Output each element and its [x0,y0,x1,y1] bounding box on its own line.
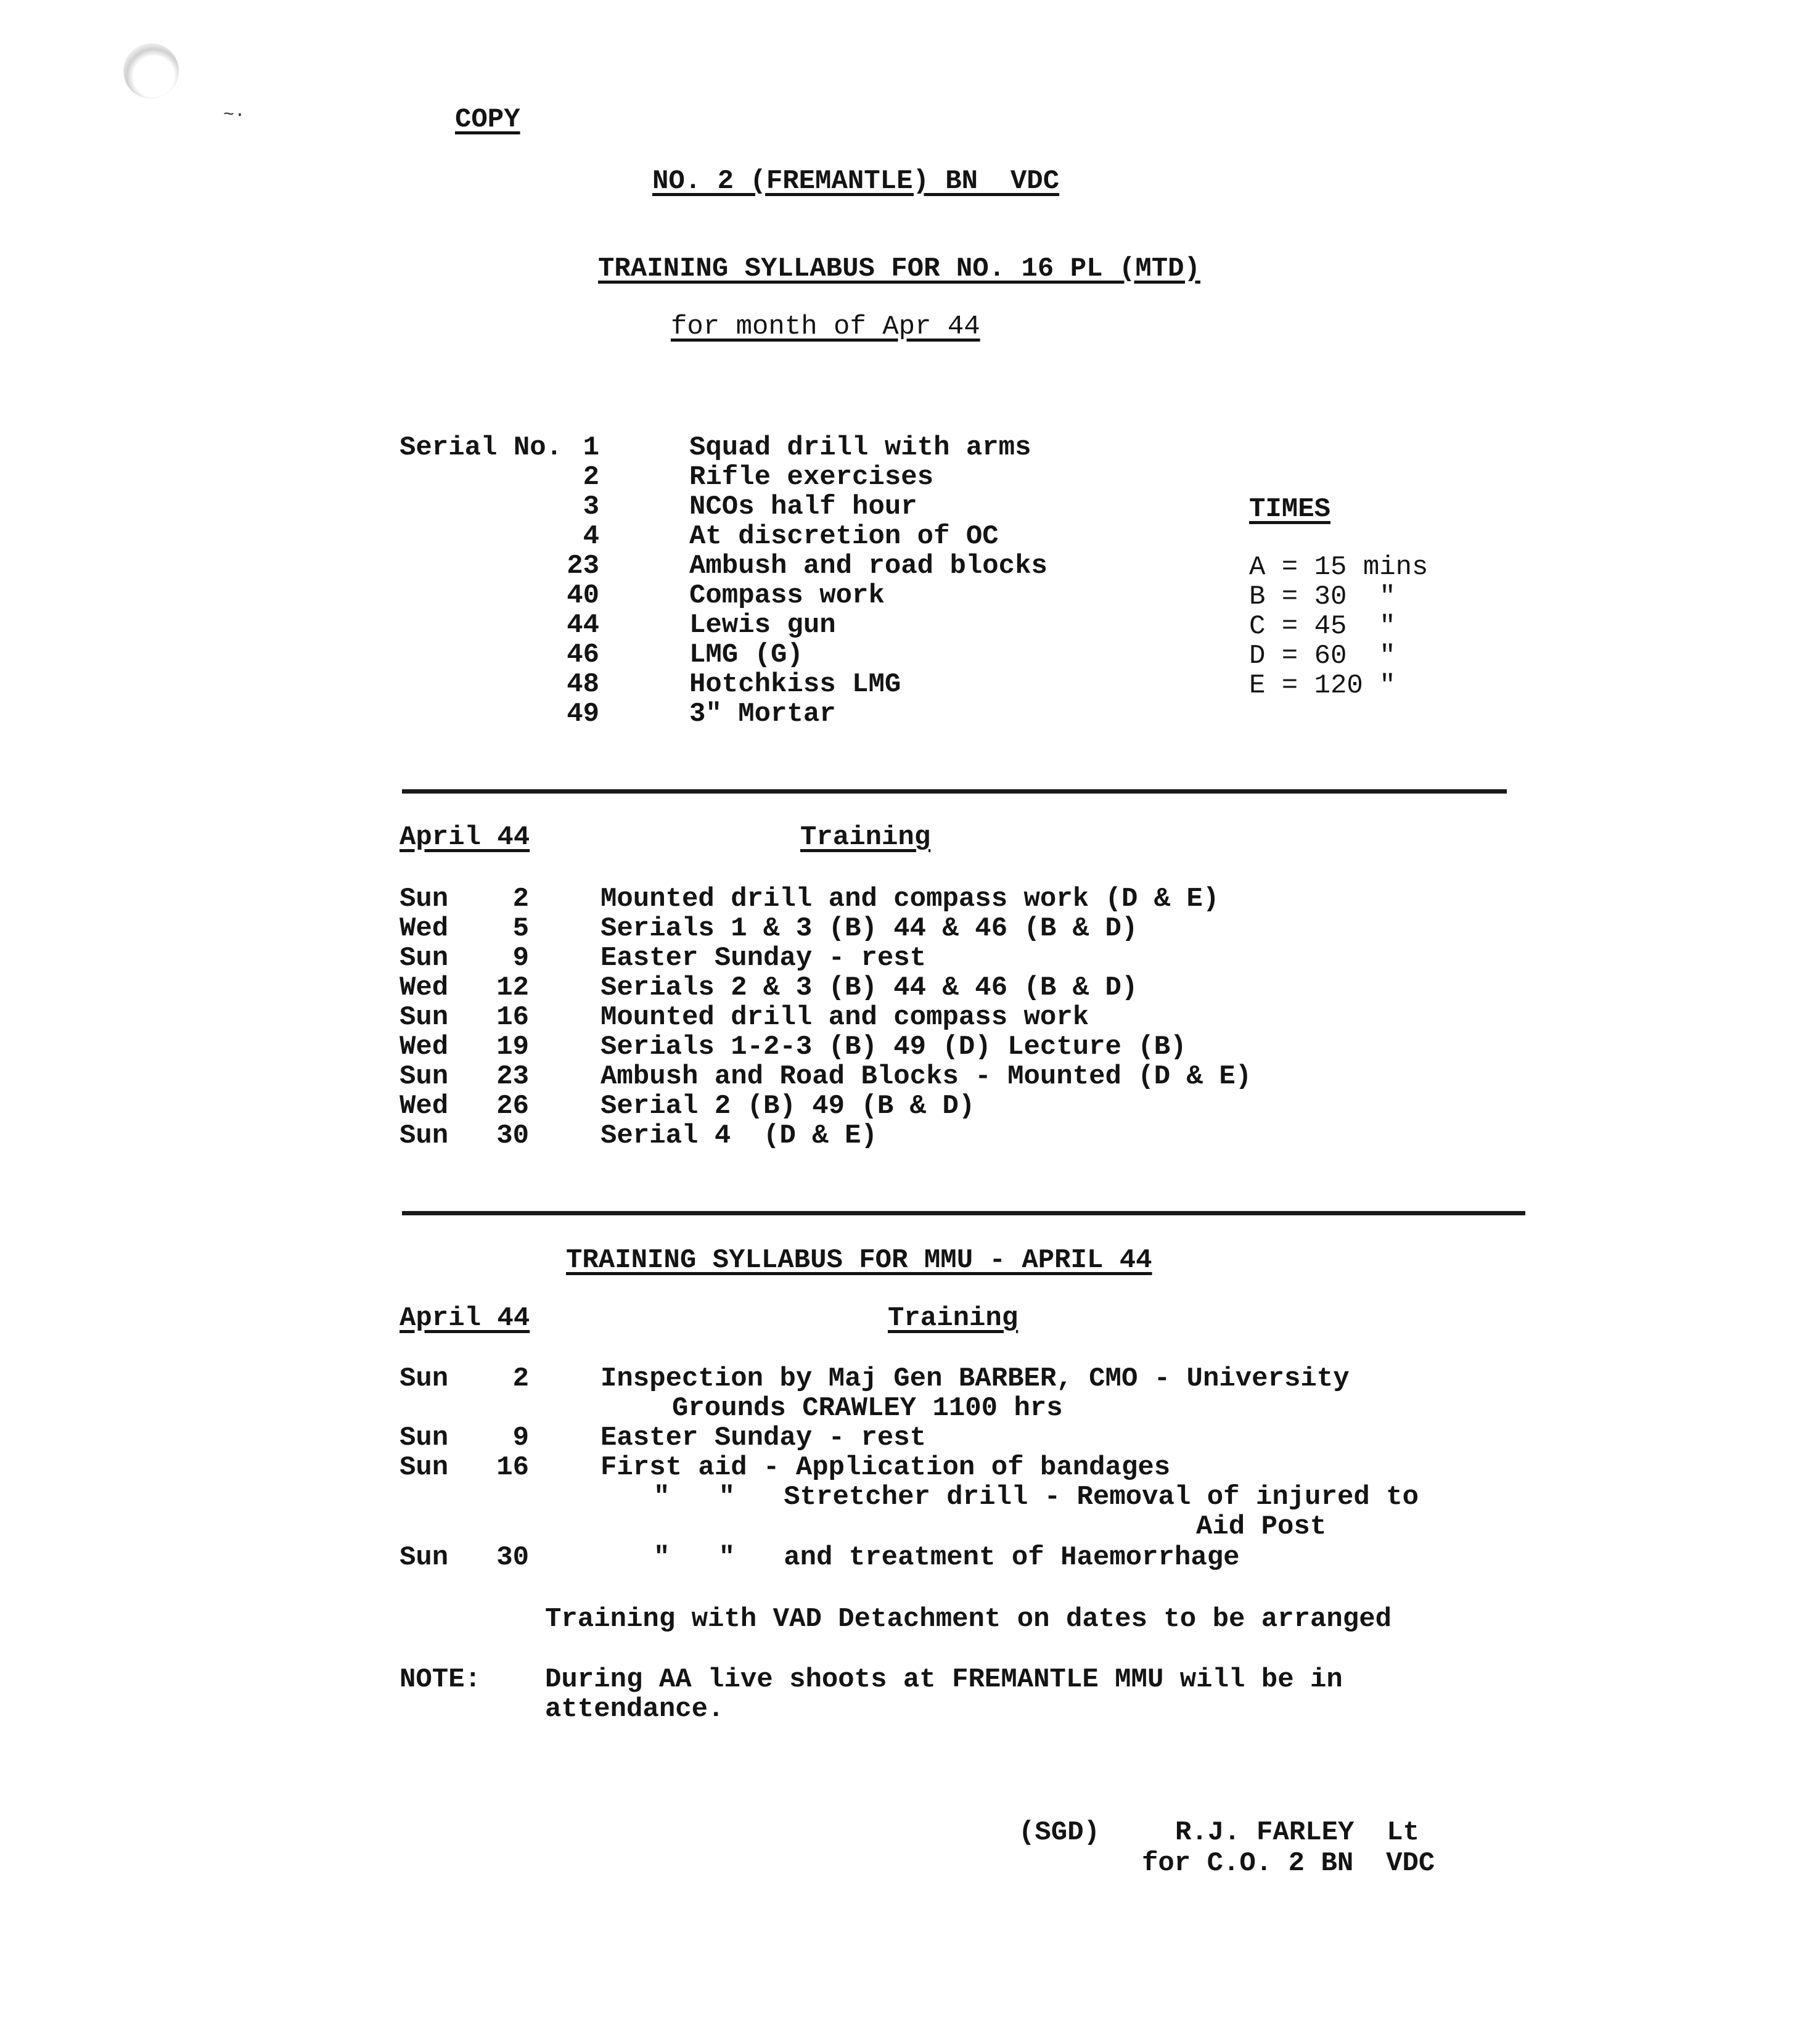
serial-description: Rifle exercises [689,462,934,493]
vad-note: Training with VAD Detachment on dates to be arranged [545,1604,1392,1635]
serial-description: Lewis gun [689,610,836,641]
time-code: D = 60 " [1249,641,1396,671]
serial-no-label: Serial No. [400,432,563,463]
date-cell: 26 [496,1091,529,1122]
date-cell: 5 [512,913,529,944]
training-cell-continued: " " Stretcher drill - Removal of injured to [654,1482,1419,1513]
date-cell: 30 [496,1120,529,1151]
date-cell: 9 [512,943,529,974]
date-cell: 9 [512,1423,529,1453]
syllabus-title: TRAINING SYLLABUS FOR NO. 16 PL (MTD) [598,253,1200,284]
day-cell: Sun [400,884,449,914]
signed-marker: (SGD) [1019,1817,1101,1848]
date-cell: 12 [496,972,529,1003]
day-cell: Wed [400,913,449,944]
pl-col-date: April 44 [400,822,530,853]
day-cell: Sun [400,1120,449,1151]
serial-description: LMG (G) [689,639,803,670]
day-cell: Sun [400,1542,449,1573]
training-cell: Serial 4 (D & E) [601,1120,877,1151]
signatory-for-line: for C.O. 2 BN VDC [1142,1848,1435,1879]
serial-description: Ambush and road blocks [689,551,1047,581]
divider-line [402,1211,1525,1215]
day-cell: Sun [400,1363,449,1394]
times-heading: TIMES [1249,494,1331,525]
day-cell: Wed [400,1091,449,1122]
training-cell: Ambush and Road Blocks - Mounted (D & E) [601,1061,1252,1092]
serial-number: 3 [583,491,599,522]
time-code: B = 30 " [1249,581,1396,612]
date-cell: 16 [496,1452,529,1483]
time-code: E = 120 " [1249,670,1396,701]
training-cell: Serials 2 & 3 (B) 44 & 46 (B & D) [601,972,1138,1003]
day-cell: Sun [400,1423,449,1453]
training-cell: Serials 1-2-3 (B) 49 (D) Lecture (B) [601,1032,1187,1062]
serial-number: 23 [567,551,599,581]
day-cell: Wed [400,1032,449,1062]
date-cell: 16 [496,1002,529,1033]
serial-number: 48 [567,669,599,700]
day-cell: Sun [400,943,449,974]
training-cell-continued: Grounds CRAWLEY 1100 hrs [672,1393,1063,1424]
time-code: C = 45 " [1249,611,1396,642]
training-cell: Inspection by Maj Gen BARBER, CMO - University [601,1363,1350,1394]
mmu-col-training: Training [888,1303,1019,1334]
serial-description: Compass work [689,580,885,611]
serial-number: 49 [567,699,599,729]
date-cell: 2 [512,1363,529,1394]
unit-heading: NO. 2 (FREMANTLE) BN VDC [652,166,1060,197]
serial-number: 46 [567,639,599,670]
note-text-continued: attendance. [545,1694,724,1725]
ink-blot [123,43,179,99]
training-cell: Serial 2 (B) 49 (B & D) [601,1091,975,1122]
month-subtitle: for month of Apr 44 [671,311,980,342]
pl-col-training: Training [800,822,931,853]
training-cell: Easter Sunday - rest [601,943,927,974]
serial-description: At discretion of OC [689,521,999,552]
serial-description: 3" Mortar [689,699,836,729]
mmu-col-date: April 44 [400,1303,530,1334]
date-cell: 23 [496,1061,529,1092]
divider-line [402,789,1507,794]
date-cell: 2 [512,884,529,914]
serial-number: 1 [583,432,599,463]
serial-description: NCOs half hour [689,491,917,522]
serial-number: 40 [567,580,599,611]
signatory-name: R.J. FARLEY Lt [1175,1817,1420,1848]
training-cell: Serials 1 & 3 (B) 44 & 46 (B & D) [601,913,1138,944]
serial-description: Hotchkiss LMG [689,669,901,700]
training-cell: First aid - Application of bandages [601,1452,1171,1483]
training-cell-continued: Aid Post [1196,1511,1327,1542]
training-cell: " " and treatment of Haemorrhage [654,1542,1240,1573]
day-cell: Sun [400,1002,449,1033]
day-cell: Sun [400,1452,449,1483]
note-text: During AA live shoots at FREMANTLE MMU will be in [545,1664,1343,1695]
pen-mark: ~· [223,105,246,126]
time-code: A = 15 mins [1249,552,1429,583]
serial-number: 4 [583,521,599,552]
serial-number: 44 [567,610,599,641]
note-label: NOTE: [400,1664,482,1695]
serial-number: 2 [583,462,599,493]
mmu-title: TRAINING SYLLABUS FOR MMU - APRIL 44 [566,1245,1152,1276]
copy-label: COPY [455,104,520,135]
serial-description: Squad drill with arms [689,432,1031,463]
date-cell: 19 [496,1032,529,1062]
day-cell: Sun [400,1061,449,1092]
training-cell: Mounted drill and compass work [601,1002,1089,1033]
day-cell: Wed [400,972,449,1003]
date-cell: 30 [496,1542,529,1573]
training-cell: Mounted drill and compass work (D & E) [601,884,1219,914]
training-cell: Easter Sunday - rest [601,1423,927,1453]
